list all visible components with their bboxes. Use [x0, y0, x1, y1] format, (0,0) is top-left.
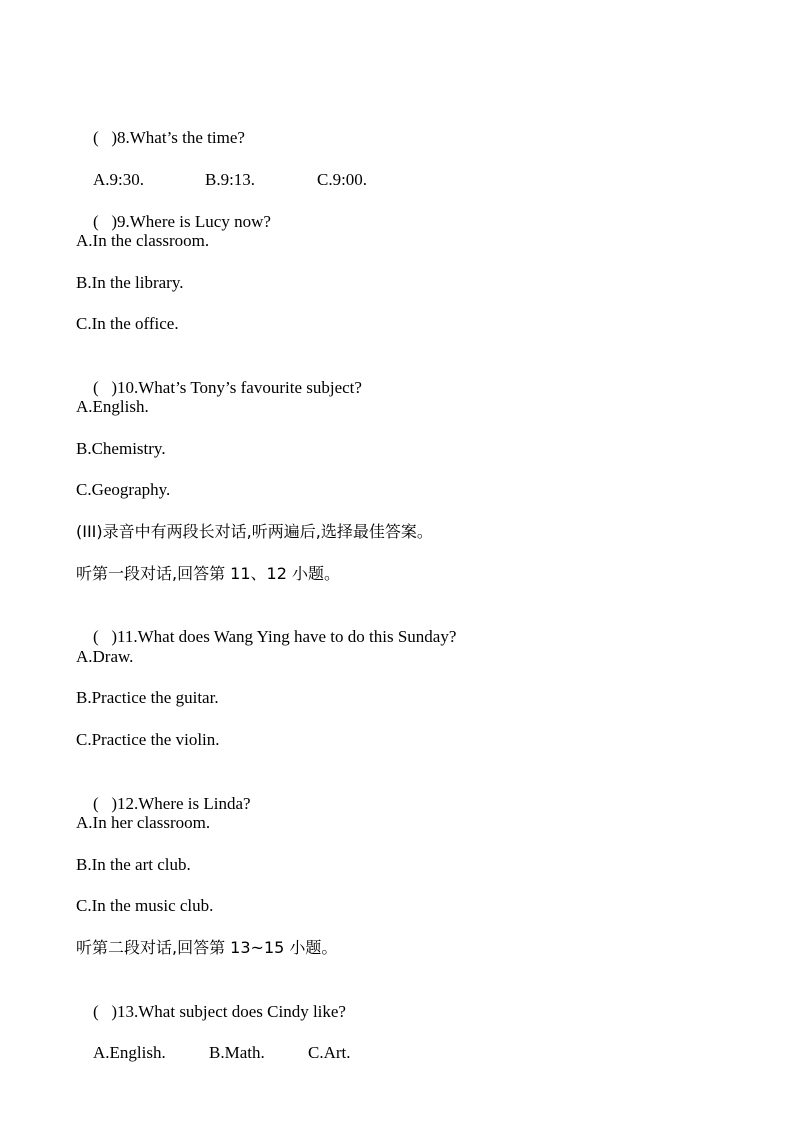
question-12 — [76, 771, 251, 813]
option-b: B.In the art club. — [76, 855, 191, 874]
question-13-options — [76, 1020, 351, 1062]
option-c: C.In the office. — [76, 314, 179, 333]
option-c: C.In the music club. — [76, 896, 214, 915]
option-a: A.English. — [76, 397, 149, 416]
option-c: C.Practice the violin. — [76, 730, 220, 749]
dialog-instruction: 听第一段对话,回答第 11、12 小题。 — [76, 564, 340, 583]
question-10 — [76, 355, 362, 397]
dialog-instruction: 听第二段对话,回答第 13~15 小题。 — [76, 938, 338, 957]
answer-blank[interactable]: ( ) — [93, 1002, 118, 1021]
question-text: 10.What’s Tony’s favourite subject? — [117, 378, 362, 397]
option-b: B.Math. — [209, 1043, 265, 1062]
option-b: B.9:13. — [205, 170, 256, 189]
option-a: A.In the classroom. — [76, 231, 210, 250]
option-b: B.Chemistry. — [76, 439, 166, 458]
option-c: C.Art. — [308, 1043, 351, 1062]
question-13 — [76, 979, 346, 1021]
question-11 — [76, 604, 457, 646]
question-8-options — [76, 147, 368, 189]
option-a: A.English. — [93, 1043, 166, 1062]
option-a: A.9:30. — [93, 170, 144, 189]
answer-blank[interactable]: ( ) — [93, 794, 118, 813]
question-text: 11.What does Wang Ying have to do this Sunday? — [117, 627, 457, 646]
option-a: A.In her classroom. — [76, 813, 211, 832]
option-b: B.In the library. — [76, 273, 184, 292]
question-text: 9.Where is Lucy now? — [117, 212, 271, 231]
question-text: 12.Where is Linda? — [117, 794, 251, 813]
option-c: C.9:00. — [317, 170, 368, 189]
answer-blank[interactable]: ( ) — [93, 627, 118, 646]
question-9 — [76, 189, 271, 231]
section-heading: (III)录音中有两段长对话,听两遍后,选择最佳答案。 — [76, 522, 433, 541]
option-a: A.Draw. — [76, 647, 134, 666]
question-text: 8.What’s the time? — [117, 128, 245, 147]
answer-blank[interactable]: ( ) — [93, 128, 118, 147]
answer-blank[interactable]: ( ) — [93, 378, 118, 397]
question-8 — [76, 105, 245, 147]
document-page — [76, 0, 756, 1123]
question-text: 13.What subject does Cindy like? — [117, 1002, 346, 1021]
answer-blank[interactable]: ( ) — [93, 212, 118, 231]
option-c: C.Geography. — [76, 480, 171, 499]
option-b: B.Practice the guitar. — [76, 688, 219, 707]
